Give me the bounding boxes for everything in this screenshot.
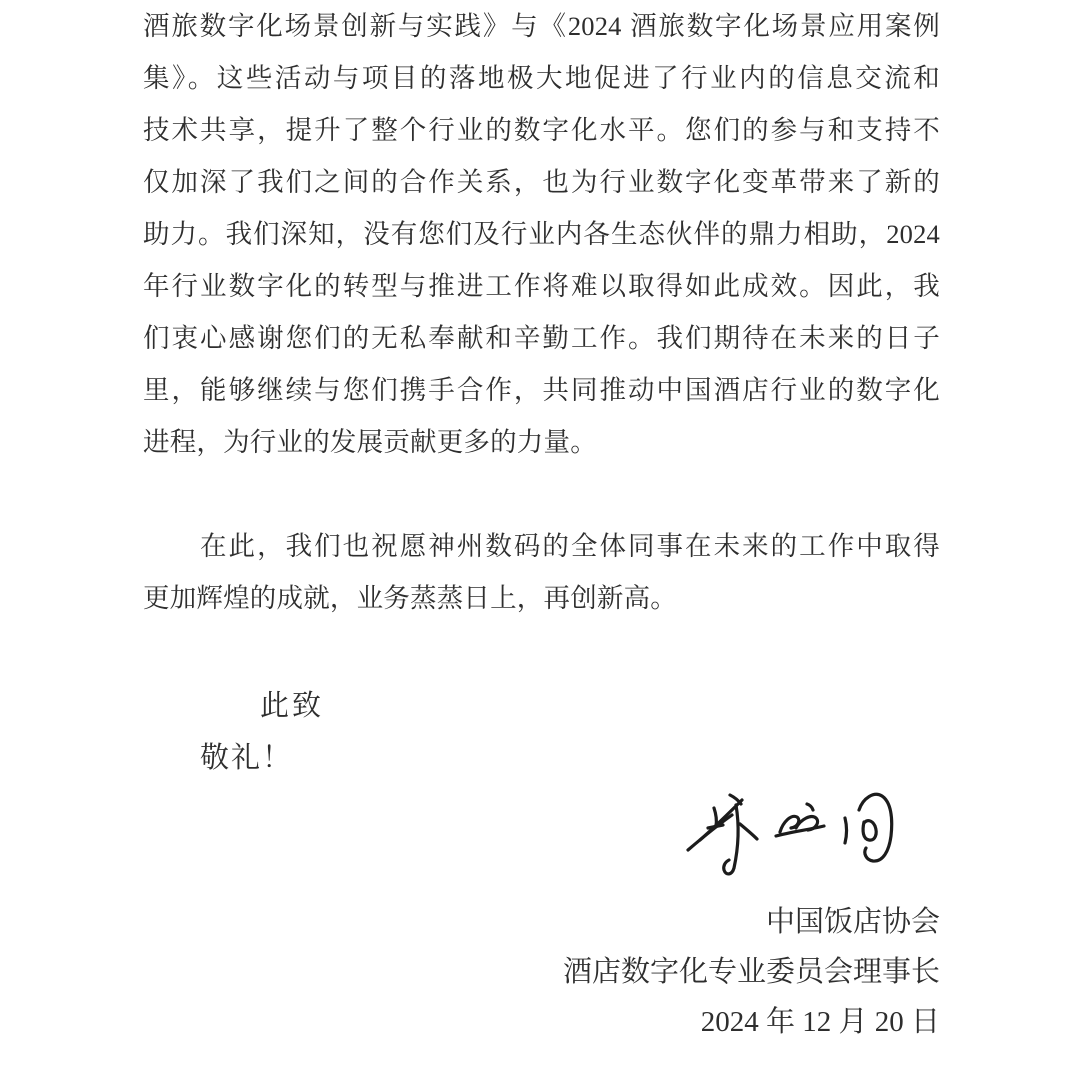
text-line: 更加辉煌的成就，业务蒸蒸日上，再创新高。 [143, 583, 677, 613]
text-line: 助力。我们深知，没有您们及行业内各生态伙伴的鼎力相助，2024 [143, 219, 940, 249]
sender-organization: 中国饭店协会 [765, 906, 940, 938]
handwritten-signature-icon [672, 778, 912, 893]
text-line: 酒旅数字化场景创新与实践》与《2024 酒旅数字化场景应用案例 [143, 11, 940, 41]
text-line: 技术共享，提升了整个行业的数字化水平。您们的参与和支持不 [143, 115, 940, 145]
text-line: 在此，我们也祝愿神州数码的全体同事在未来的工作中取得 [200, 531, 940, 561]
text-line: 年行业数字化的转型与推进工作将难以取得如此成效。因此，我 [143, 271, 940, 301]
text-line: 里，能够继续与您们携手合作，共同推动中国酒店行业的数字化 [143, 375, 940, 405]
paragraph-2 [143, 520, 940, 624]
text-line: 进程，为行业的发展贡献更多的力量。 [143, 427, 597, 457]
text-line: 仅加深了我们之间的合作关系，也为行业数字化变革带来了新的 [143, 167, 940, 197]
sender-date: 2024 年 12 月 20 日 [700, 1006, 940, 1038]
text-line: 们衷心感谢您们的无私奉献和辛勤工作。我们期待在未来的日子 [143, 323, 940, 353]
salutation-jingli: 敬礼！ [200, 742, 294, 774]
salutation-cizhi: 此致 [260, 690, 325, 722]
paragraph-1 [143, 0, 940, 468]
sender-block [143, 897, 940, 1047]
sender-title: 酒店数字化专业委员会理事长 [562, 956, 940, 988]
text-line: 集》。这些活动与项目的落地极大地促进了行业内的信息交流和 [143, 63, 940, 93]
